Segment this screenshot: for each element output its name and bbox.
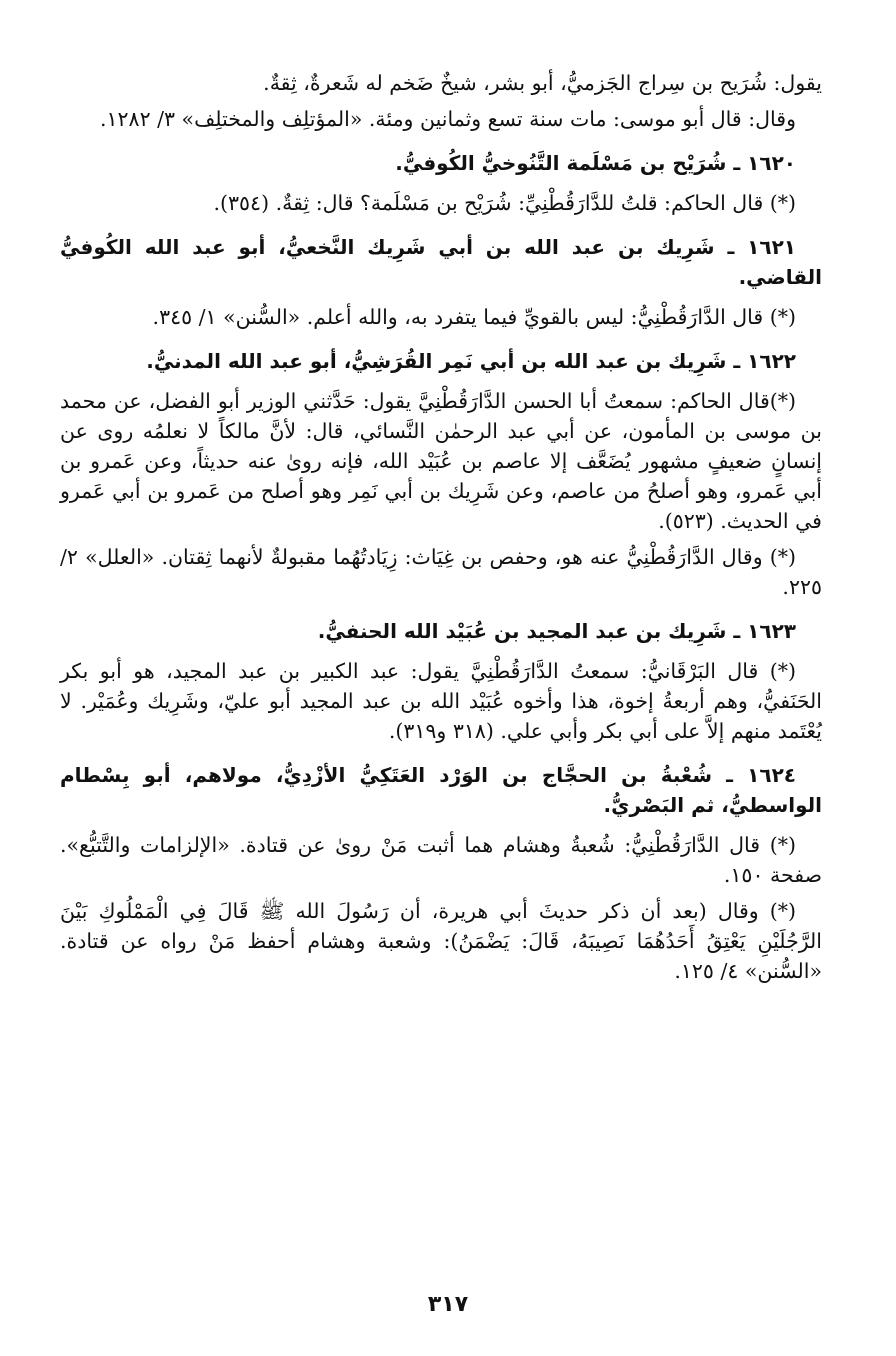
entry-heading: ١٦٢٠ ـ شُرَيْح بن مَسْلَمة التَّنُوخيُّ الكُوفيُّ.	[395, 151, 796, 175]
book-page	[60, 68, 822, 992]
paragraph: (*) قال البَرْقَانيُّ: سمعتُ الدَّارَقُطْنِيَّ يقول: عبد الكبير بن عبد المجيد، هو أبو بكر الحَنَفيُّ، وهم أربعةُ إخوة، هذا وأخوه عُبَيْد الله بن عبد المجيد أبو عليّ، وشَرِيك وعُمَيْر. لا يُعْتَمد منهم إلاَّ على أبي بكر وأبي علي. (٣١٨ و٣١٩).	[60, 659, 822, 743]
paragraph: وقال: قال أبو موسى: مات سنة تسع وثمانين ومئة. «المؤتلِف والمختلِف» ٣/ ١٢٨٢.	[100, 107, 796, 131]
entry-heading: ١٦٢١ ـ شَرِيك بن عبد الله بن أبي شَرِيك النَّخعيُّ، أبو عبد الله الكُوفيُّ القاضي.	[60, 235, 822, 289]
paragraph: (*) قال الدَّارَقُطْنِيُّ: شُعبةُ وهشام هما أثبت مَنْ روىٰ عن قتادة. «الإلزامات والتَّتبُّع». صفحة ١٥٠.	[60, 833, 822, 887]
entry-heading: ١٦٢٣ ـ شَرِيك بن عبد المجيد بن عُبَيْد الله الحنفيُّ.	[317, 619, 796, 643]
entry-heading: ١٦٢٤ ـ شُعْبةُ بن الحجَّاج بن الوَرْد العَتَكِيُّ الأزْدِيُّ، مولاهم، أبو بِسْطام الواسطيُّ، ثم البَصْريُّ.	[60, 763, 822, 817]
paragraph: (*) وقال الدَّارَقُطْنِيُّ عنه هو، وحفص بن غِيَاث: زِيَادتُهُما مقبولةٌ لأنهما ثِقتان. «العلل» ٢/ ٢٢٥.	[60, 545, 822, 599]
paragraph: يقول: شُرَيح بن سِراج الجَزميُّ، أبو بشر، شيخٌ ضَخم له شَعرةٌ، ثِقةٌ.	[263, 71, 822, 95]
paragraph: (*)قال الحاكم: سمعتُ أبا الحسن الدَّارَقُطْنِيَّ يقول: حَدَّثني الوزير أبو الفضل، عن محمد بن موسى بن المأمون، عن أبي عبد الرحمٰن النَّسائي، قال: لأنَّ مالكاً لا نعلمُه روى عن إنسانٍ ضعيفٍ مشهور يُضَعَّف إلا عاصم بن عُبَيْد الله، فإنه روىٰ عنه حديثاً، وعن عَمرو بن أبي عَمرو، وهو أصلحُ من عاصم، وعن شَرِيك بن أبي نَمِر وهو أصلح من عَمرو بن أبي عَمرو في الحديث. (٥٢٣).	[60, 389, 822, 533]
paragraph: (*) قال الحاكم: قلتُ للدَّارَقُطْنِيِّ: شُرَيْح بن مَسْلَمة؟ قال: ثِقةٌ. (٣٥٤).	[213, 191, 796, 215]
paragraph: (*) قال الدَّارَقُطْنِيُّ: ليس بالقويِّ فيما يتفرد به، والله أعلم. «السُّنن» ١/ ٣٤٥.	[152, 305, 796, 329]
paragraph: (*) وقال (بعد أن ذكر حديثَ أبي هريرة، أن رَسُولَ الله ﷺ قَالَ فِي الْمَمْلُوكِ بَيْنَ الرَّجُلَيْنِ يَعْتِقُ أَحَدُهُمَا نَصِيبَهُ، قَالَ: يَضْمَنُ): وشعبة وهشام أحفظ مَنْ رواه عن قتادة. «السُّنن» ٤/ ١٢٥.	[60, 899, 822, 983]
page-number: ٣١٧	[427, 1292, 469, 1317]
entry-heading: ١٦٢٢ ـ شَرِيك بن عبد الله بن أبي نَمِر القُرَشِيُّ، أبو عبد الله المدنيُّ.	[146, 349, 796, 373]
